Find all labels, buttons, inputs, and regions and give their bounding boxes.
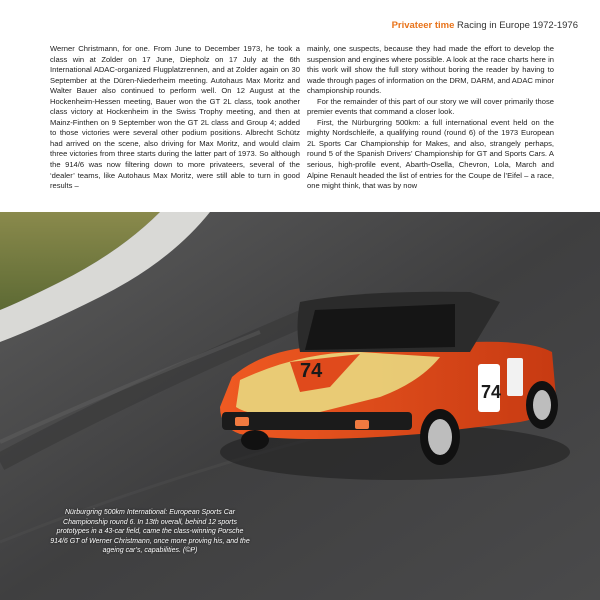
left-paragraph: Werner Christmann, for one. From June to December 1973, he took a class win at Zolder on 17 June, Diepholz on 17 July at the 6th International ADAC-organized Flugplatzrennen, and at Zolder again on 30 September at the Düren-Niederheim meeting. Autohaus Max Moritz and Walter Bauer also continued to perform well. On 12 August at the Hockenheim-Hessen meeting, Bauer won the GT 2L class, took another class victory at Hockenheim in the Swiss Trophy meeting, and then at Mainz-Finthen on 9 September won the GT 2L class and Group 4; added to those victories were several other podium positions. Albrecht Schütz had arrived on the scene, also driving for Max Moritz, and would claim three victories from three starts during the latter part of 1973. So although the 914/6 was now filtering down to more privateers, several of the ‘dealer’ teams, like Autohaus Max Moritz, were still able to turn in good results – — [50, 44, 300, 191]
chapter-title: Racing in Europe 1972-1976 — [457, 20, 578, 31]
running-head — [392, 20, 578, 31]
right-paragraph-1: mainly, one suspects, because they had made the effort to develop the suspension and engines where possible. A look at the race charts here in this work will show the full story without boring the reader by having to wade through pages of information on the DRM, DARM, and ADAC minor championship rounds. — [307, 44, 554, 96]
right-column — [307, 44, 554, 192]
left-column — [50, 44, 300, 192]
photo-caption: Nürburgring 500km International: European Sports Car Championship round 6. In 13th overall, behind 12 sports prototypes in a 43-car field, came the class-winning Porsche 914/6 GT of Werner Christmann, once more proving his, and the ageing car’s, capabilities. (©P) — [50, 509, 250, 555]
right-paragraph-3: First, the Nürburgring 500km: a full international event held on the mighty Nordschleife, a qualifying round (round 6) of the 1973 European 2L Sports Car Championship for Makes, and also, strangely perhaps, round 5 of the Spanish Drivers’ Championship for GT and Sports Cars. A serious, high-profile event, Abarth-Osella, Chevron, Lola, March and Alpine Renault headed the list of entries for the Coupe de l’Eifel – a race, one might think, that was by now — [307, 117, 554, 191]
right-paragraph-2: For the remainder of this part of our story we will cover primarily those premier events that command a closer look. — [307, 96, 554, 117]
car-number-bonnet: 74 — [300, 360, 323, 382]
section-label: Privateer time — [391, 20, 455, 31]
car-number-side: 74 — [481, 382, 502, 402]
